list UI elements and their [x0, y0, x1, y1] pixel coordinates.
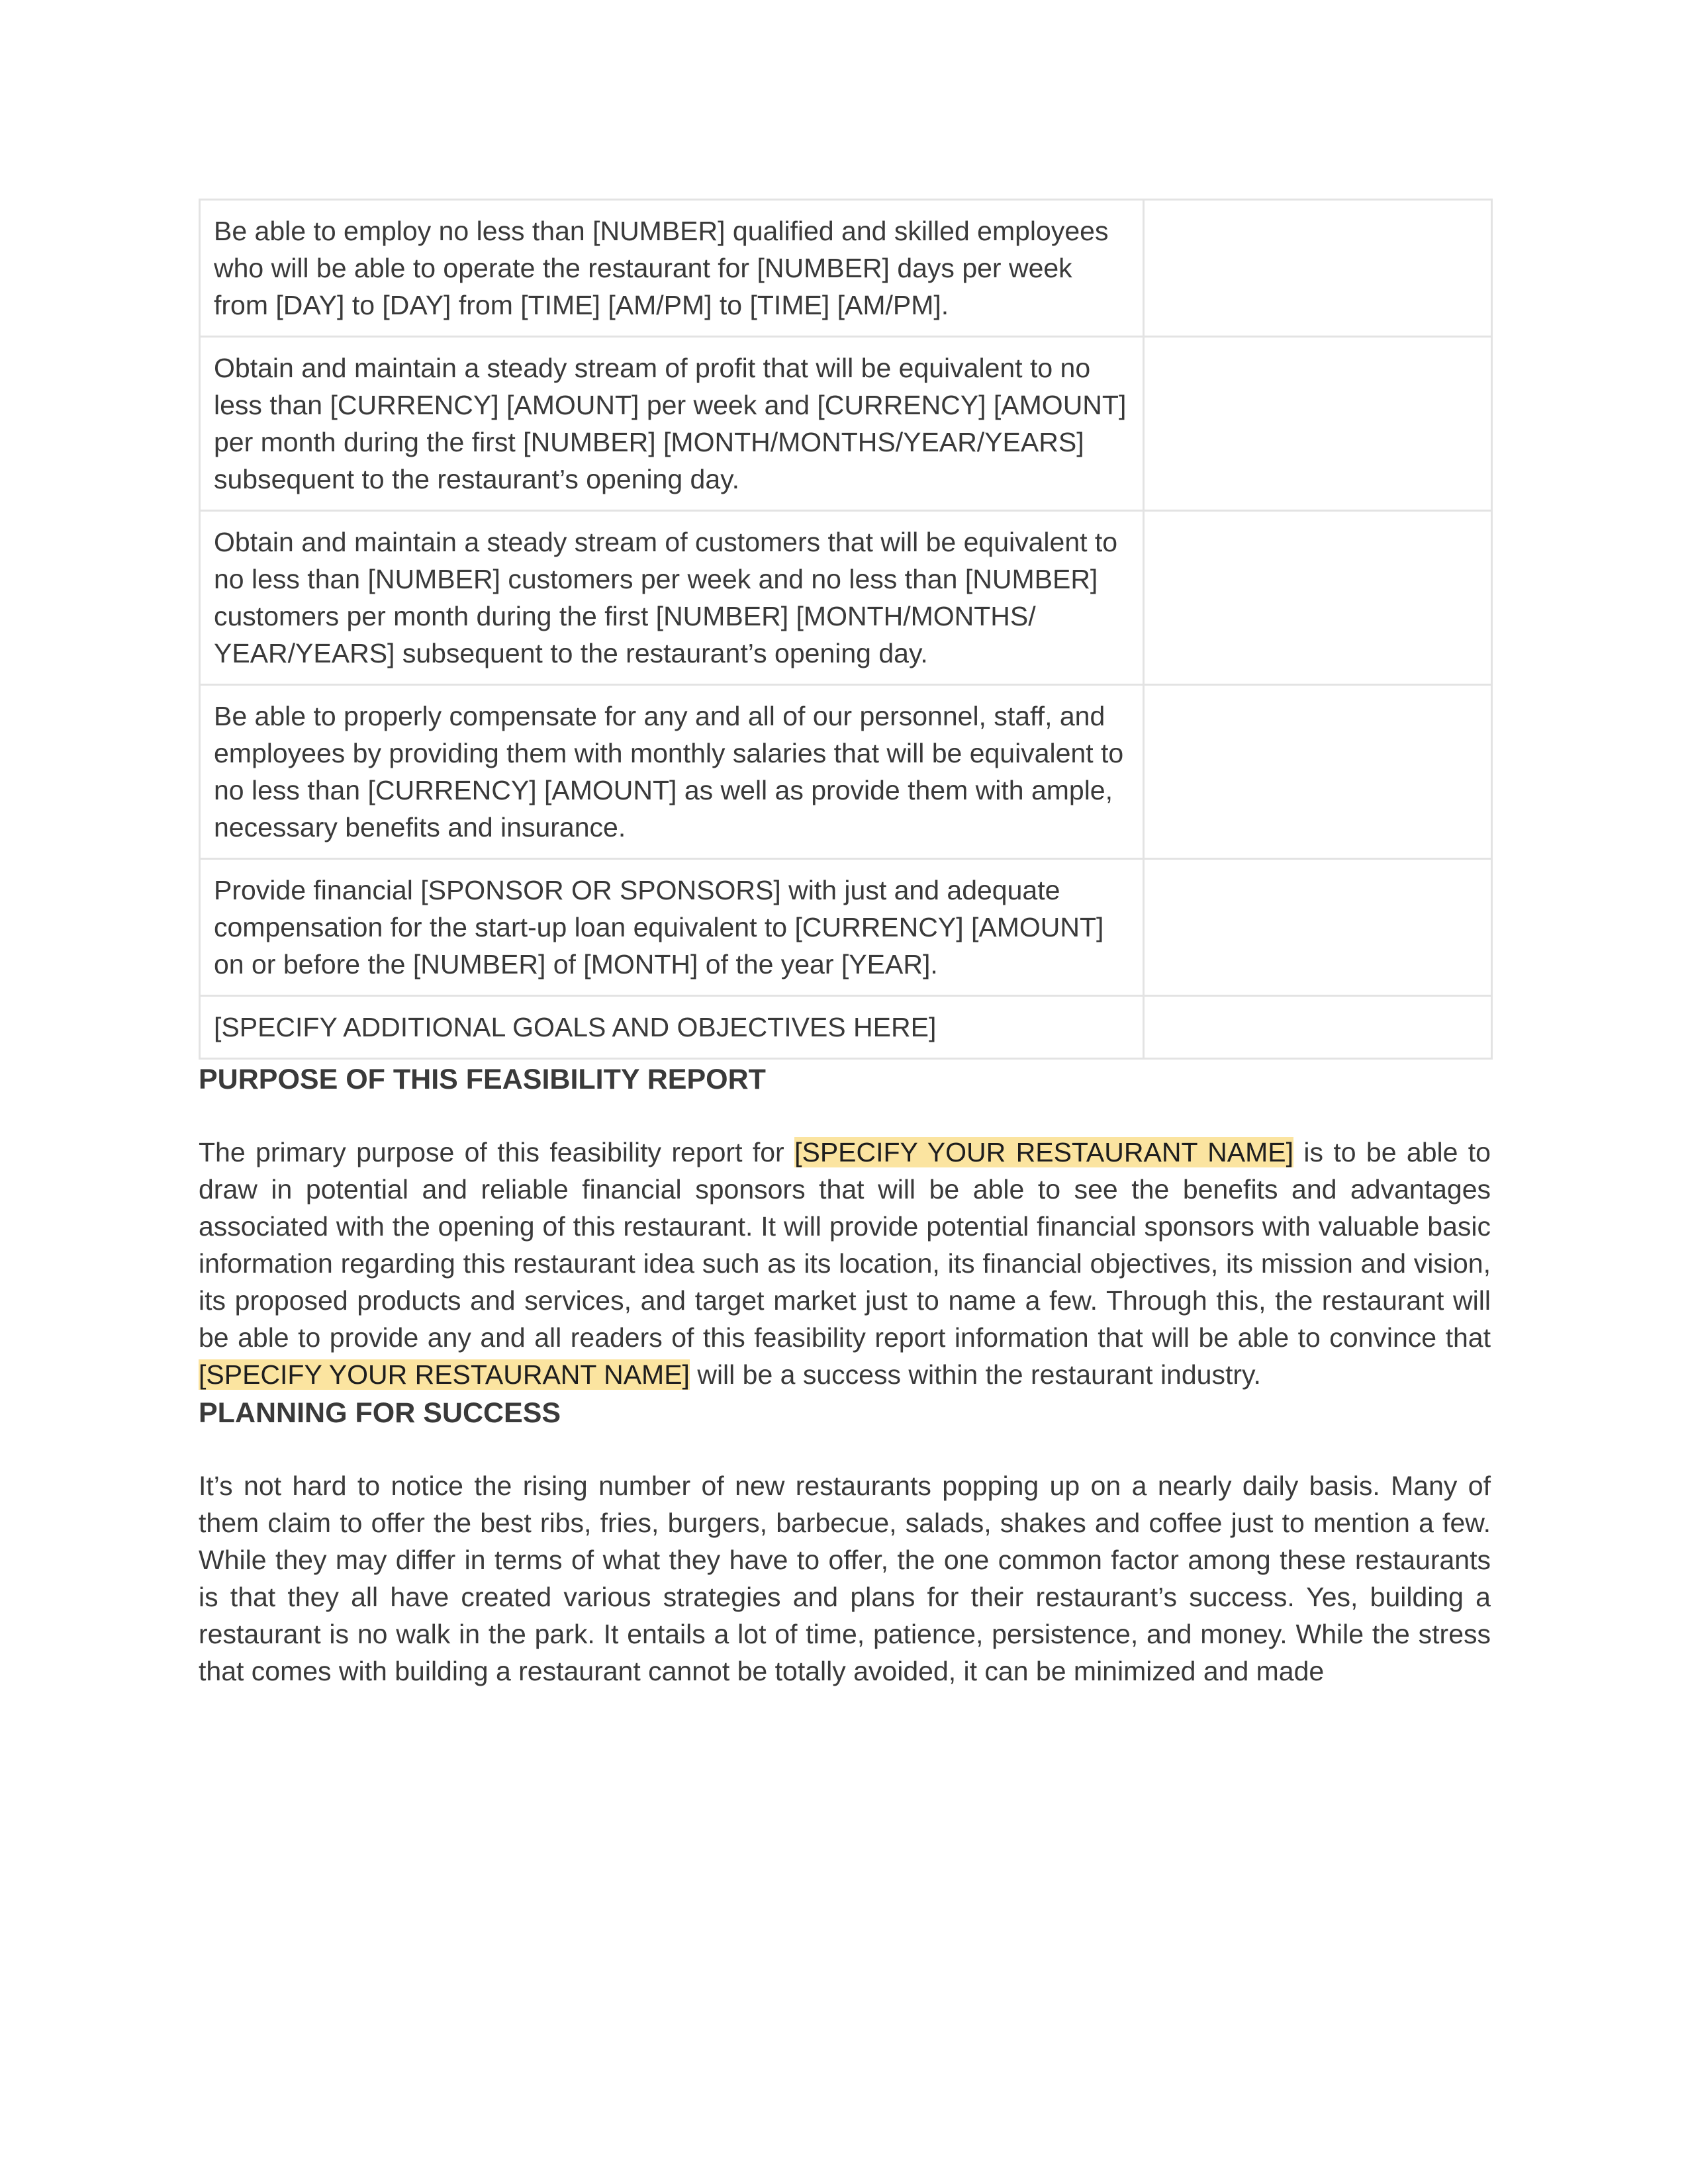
goal-text-cell: Obtain and maintain a steady stream of profit that will be equivalent to no less than [CURRENCY] [AMOUNT] per week and [CURRENCY] [AMOUNT] per month during the first [NUMBER] [MONTH/MONTHS/YEAR/YEARS] subsequent to the restaurant’s opening day.: [200, 337, 1144, 511]
goals-table: [199, 199, 1493, 1060]
restaurant-name-placeholder: [SPECIFY YOUR RESTAURANT NAME]: [199, 1359, 690, 1390]
goal-empty-cell: [1144, 685, 1492, 859]
table-row: [200, 996, 1492, 1059]
table-row: [200, 337, 1492, 511]
planning-heading: PLANNING FOR SUCCESS: [199, 1397, 561, 1429]
table-row: [200, 511, 1492, 685]
goal-text-cell: Provide financial [SPONSOR OR SPONSORS] with just and adequate compensation for the start-up loan equivalent to [CURRENCY] [AMOUNT] on or before the [NUMBER] of [MONTH] of the year [YEAR].: [200, 859, 1144, 996]
goal-empty-cell: [1144, 996, 1492, 1059]
restaurant-name-placeholder: [SPECIFY YOUR RESTAURANT NAME]: [794, 1137, 1293, 1167]
purpose-paragraph: [199, 1134, 1491, 1393]
purpose-text-part: The primary purpose of this feasibility report for: [199, 1137, 795, 1167]
purpose-heading: PURPOSE OF THIS FEASIBILITY REPORT: [199, 1064, 766, 1095]
goal-empty-cell: [1144, 859, 1492, 996]
planning-paragraph: It’s not hard to notice the rising number of new restaurants popping up on a nearly daily basis. Many of them claim to offer the best ribs, fries, burgers, barbecue, salads, shakes and coffee just to mention a few. While they may differ in terms of what they have to offer, the one common factor among these restaurants is that they all have created various strategies and plans for their restaurant’s success. Yes, building a restaurant is no walk in the park. It entails a lot of time, patience, persistence, and money. While the stress that comes with building a restaurant cannot be totally avoided, it can be minimized and made: [199, 1471, 1491, 1686]
purpose-text-part: is to be able to draw in potential and reliable financial sponsors that will be able to see the benefits and advantages associated with the opening of this restaurant. It will provide potential financial sponsors with valuable basic information regarding this restaurant idea such as its location, its financial objectives, its mission and vision, its proposed products and services, and target market just to name a few. Through this, the restaurant will be able to provide any and all readers of this feasibility report information that will be able to convince that: [199, 1137, 1491, 1353]
page-content: [199, 199, 1491, 1690]
goal-empty-cell: [1144, 337, 1492, 511]
table-row: [200, 200, 1492, 337]
table-row: [200, 859, 1492, 996]
goal-text-cell: Be able to employ no less than [NUMBER] qualified and skilled employees who will be able to operate the restaurant for [NUMBER] days per week from [DAY] to [DAY] from [TIME] [AM/PM] to [TIME] [AM/PM].: [200, 200, 1144, 337]
goal-text-cell: Be able to properly compensate for any and all of our personnel, staff, and employees by providing them with monthly salaries that will be equivalent to no less than [CURRENCY] [AMOUNT] as well as provide them with ample, necessary benefits and insurance.: [200, 685, 1144, 859]
goal-text-cell: Obtain and maintain a steady stream of customers that will be equivalent to no less than [NUMBER] customers per week and no less than [NUMBER] customers per month during the first [NUMBER] [MONTH/MONTHS/ YEAR/YEARS] subsequent to the restaurant’s opening day.: [200, 511, 1144, 685]
goal-text-cell: [SPECIFY ADDITIONAL GOALS AND OBJECTIVES HERE]: [200, 996, 1144, 1059]
goal-empty-cell: [1144, 200, 1492, 337]
purpose-text-part: will be a success within the restaurant industry.: [689, 1359, 1261, 1390]
table-row: [200, 685, 1492, 859]
goal-empty-cell: [1144, 511, 1492, 685]
